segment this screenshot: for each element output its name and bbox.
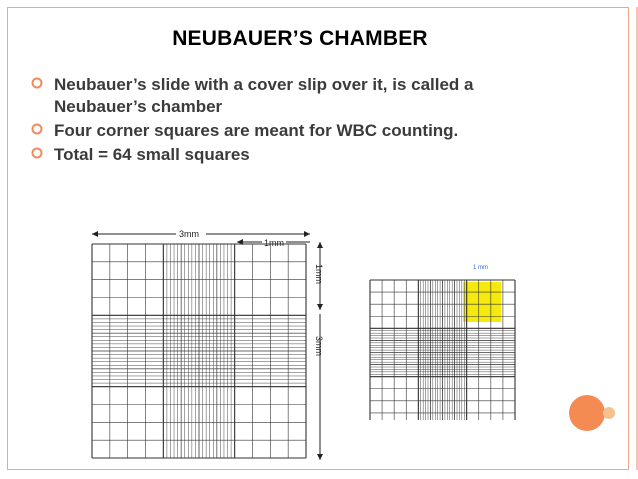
bullet-text: Neubauer’s slide with a cover slip over it, is called a Neubauer’s chamber [54,75,474,116]
bullet-item [30,120,550,142]
slide-title: NEUBAUER’S CHAMBER [172,27,428,50]
bullet-ring-icon [30,146,44,160]
bullet-item [30,144,550,166]
decorative-orange-circle [569,395,605,431]
neubauer-grid-diagram [80,222,335,472]
bullet-item [30,74,550,118]
bullet-text: Four corner squares are meant for WBC counting. [54,121,459,140]
bullet-list [30,74,550,168]
bullet-ring-icon [30,76,44,90]
bullet-text: Total = 64 small squares [54,145,250,164]
label-3mm-side: 3mm [314,336,324,356]
label-1mm: 1 mm [473,265,488,271]
label-3mm-top: 3mm [179,229,199,239]
neubauer-grid-highlight-diagram [360,260,525,425]
label-1mm-top: 1mm [264,238,284,248]
bullet-ring-icon [30,122,44,136]
label-1mm-side: 1mm [314,264,324,284]
decorative-small-circle [603,407,615,419]
